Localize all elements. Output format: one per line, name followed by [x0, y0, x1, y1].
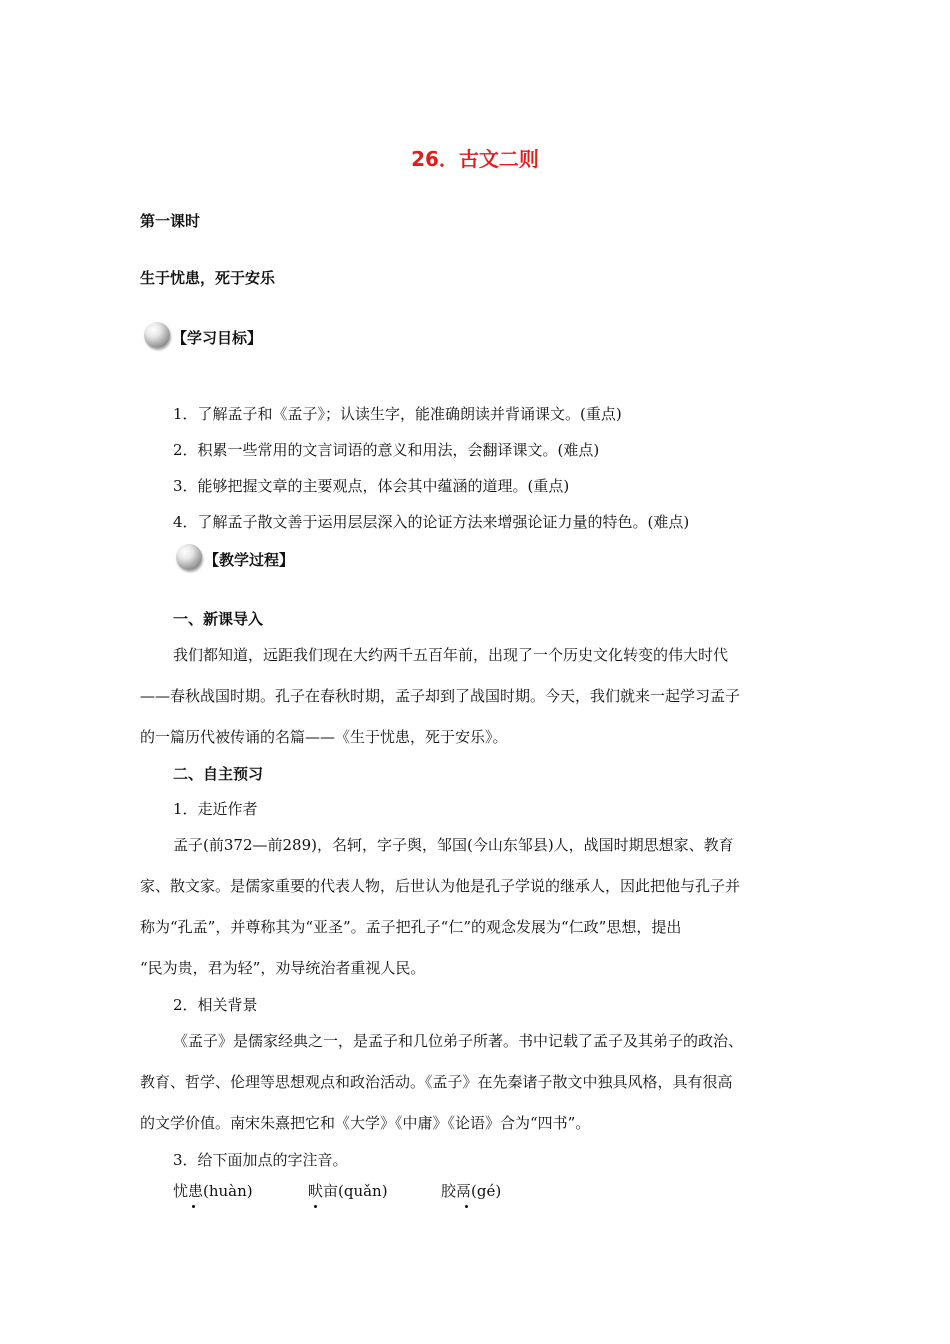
item-label: 1．走近作者: [173, 800, 258, 818]
paragraph-line: 的一篇历代被传诵的名篇——《生于忧患，死于安乐》。: [140, 728, 508, 746]
text-title: 生于忧患，死于安乐: [140, 269, 276, 287]
section-process: [176, 544, 294, 570]
paragraph-line: ——春秋战国时期。孔子在春秋时期，孟子却到了战国时期。今天，我们就来一起学习孟子: [140, 687, 741, 705]
part1-heading: 一、新课导入: [173, 610, 264, 628]
pinyin-item: 胶鬲(gé): [441, 1182, 502, 1200]
paragraph-line: 称为“孔孟”，并尊称其为“亚圣”。孟子把孔子“仁”的观念发展为“仁政”思想，提出: [140, 918, 682, 936]
item-label: 2．相关背景: [173, 996, 258, 1014]
item-label: 3．给下面加点的字注音。: [173, 1151, 348, 1169]
lesson-label: 第一课时: [140, 212, 201, 230]
emphasis-dot-icon: [465, 1205, 468, 1208]
emphasis-dot-icon: [314, 1205, 317, 1208]
goal-item: 1．了解孟子和《孟子》；认读生字，能准确朗读并背诵课文。(重点): [173, 405, 622, 423]
pinyin-item: 忧患(huàn): [173, 1182, 253, 1200]
paragraph-line: “民为贵，君为轻”，劝导统治者重视人民。: [140, 959, 426, 977]
paragraph-line: 《孟子》是儒家经典之一，是孟子和几位弟子所著。书中记载了孟子及其弟子的政治、: [173, 1032, 744, 1050]
paragraph-line: 家、散文家。是儒家重要的代表人物，后世认为他是孔子学说的继承人，因此把他与孔子并: [140, 877, 741, 895]
paragraph-line: 孟子(前372—前289)，名轲，字子舆，邹国(今山东邹县)人，战国时期思想家、教育: [173, 836, 734, 854]
emphasis-dot-icon: [192, 1205, 195, 1208]
section-goals: [144, 322, 262, 348]
section-goals-label: 【学习目标】: [172, 329, 263, 347]
paragraph-line: 教育、哲学、伦理等思想观点和政治活动。《孟子》在先秦诸子散文中独具风格，具有很高: [140, 1073, 733, 1091]
goal-item: 3．能够把握文章的主要观点，体会其中蕴涵的道理。(重点): [173, 477, 570, 495]
section-process-label: 【教学过程】: [204, 551, 295, 569]
goal-item: 2．积累一些常用的文言词语的意义和用法，会翻译课文。(难点): [173, 441, 600, 459]
paragraph-line: 我们都知道，远距我们现在大约两千五百年前，出现了一个历史文化转变的伟大时代: [173, 646, 729, 664]
document-title: 26．古文二则: [411, 147, 539, 171]
sphere-bullet-icon: [176, 544, 202, 570]
paragraph-line: 的文学价值。南宋朱熹把它和《大学》《中庸》《论语》合为“四书”。: [140, 1114, 591, 1132]
part2-heading: 二、自主预习: [173, 765, 264, 783]
goal-item: 4．了解孟子散文善于运用层层深入的论证方法来增强论证力量的特色。(难点): [173, 513, 690, 531]
pinyin-item: 畎亩(quǎn): [308, 1182, 388, 1200]
sphere-bullet-icon: [144, 322, 170, 348]
